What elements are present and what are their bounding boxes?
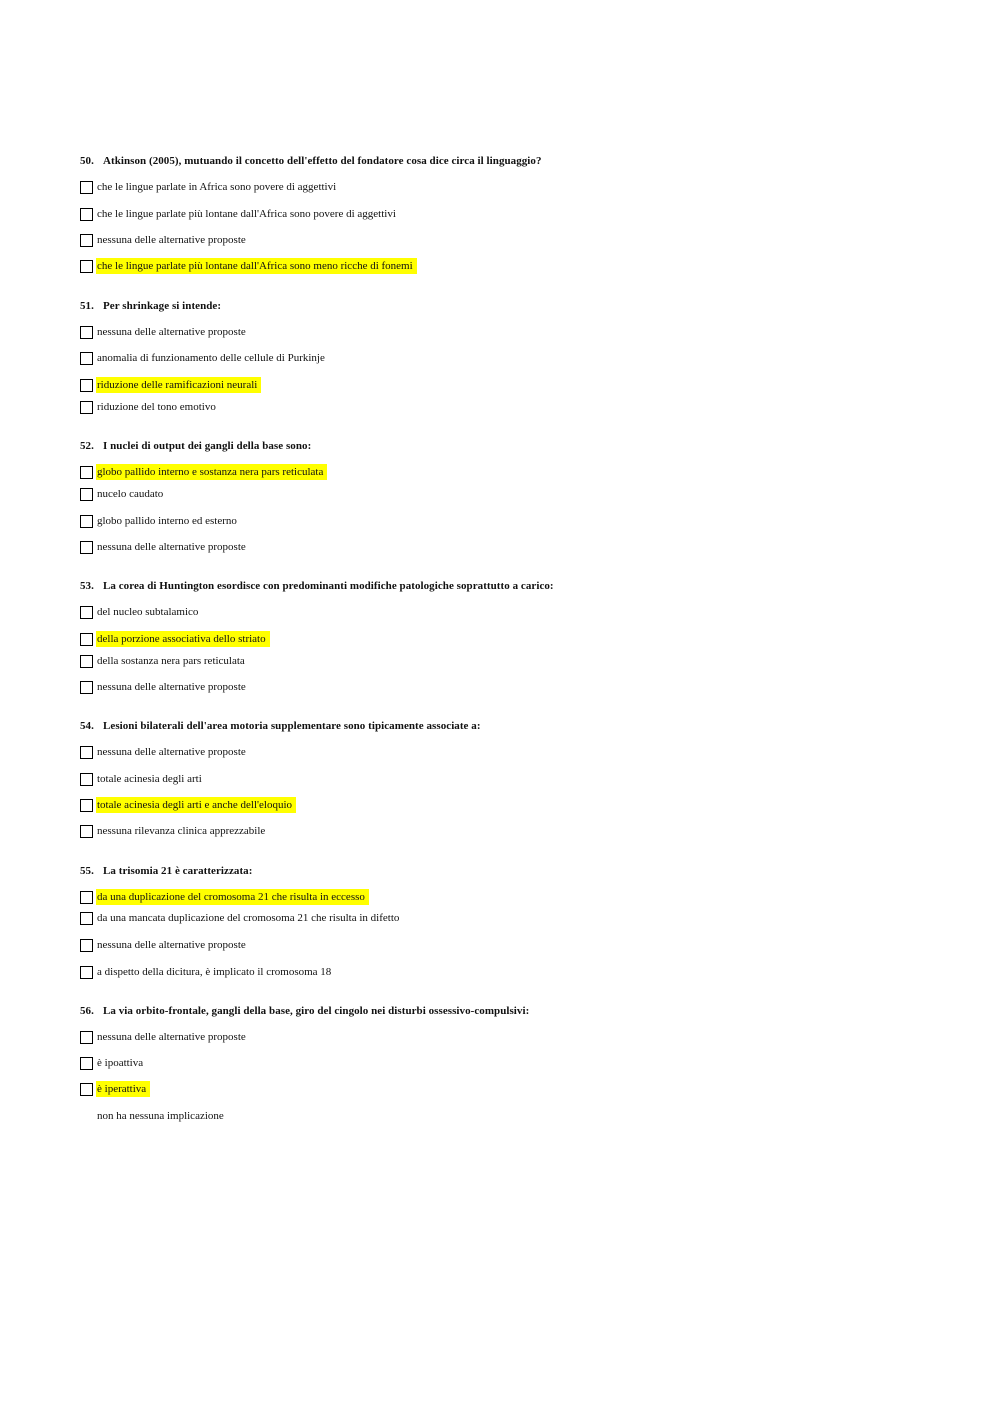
question-number: 54. — [80, 720, 94, 732]
question-56 — [80, 1005, 529, 1017]
answer-text: nessuna delle alternative proposte — [97, 681, 246, 693]
answer-checkbox[interactable] — [80, 1057, 93, 1070]
answer-option[interactable] — [80, 1029, 250, 1045]
answer-option[interactable] — [80, 964, 335, 980]
answer-text: da una mancata duplicazione del cromosoma 21 che risulta in difetto — [97, 912, 400, 924]
answer-option[interactable] — [80, 889, 369, 905]
question-text: La trisomia 21 è caratterizzata: — [103, 865, 253, 877]
answer-text: nessuna delle alternative proposte — [97, 234, 246, 246]
question-text: La via orbito-frontale, gangli della base, giro del cingolo nei disturbi ossessivo-compulsivi: — [103, 1005, 530, 1017]
answer-checkbox[interactable] — [80, 939, 93, 952]
answer-text: totale acinesia degli arti — [97, 773, 202, 785]
answer-text: che le lingue parlate in Africa sono povere di aggettivi — [97, 181, 337, 193]
answer-option[interactable] — [80, 937, 250, 953]
answer-checkbox[interactable] — [80, 966, 93, 979]
answer-text: nessuna delle alternative proposte — [97, 939, 246, 951]
question-number: 50. — [80, 155, 94, 167]
answer-option[interactable] — [80, 206, 400, 222]
answer-option[interactable] — [80, 910, 403, 926]
answer-checkbox[interactable] — [80, 655, 93, 668]
answer-text: nessuna delle alternative proposte — [97, 326, 246, 338]
answer-option[interactable] — [80, 1055, 147, 1071]
answer-text: globo pallido interno ed esterno — [97, 515, 237, 527]
answer-checkbox[interactable] — [80, 515, 93, 528]
answer-text: della sostanza nera pars reticulata — [97, 655, 245, 667]
answer-text: del nucleo subtalamico — [97, 606, 199, 618]
answer-option[interactable] — [80, 513, 241, 529]
question-text: Atkinson (2005), mutuando il concetto dell'effetto del fondatore cosa dice circa il linguaggio? — [103, 155, 542, 167]
question-text: Lesioni bilaterali dell'area motoria supplementare sono tipicamente associate a: — [103, 720, 481, 732]
answer-checkbox[interactable] — [80, 488, 93, 501]
answer-checkbox[interactable] — [80, 746, 93, 759]
answer-checkbox[interactable] — [80, 825, 93, 838]
question-50 — [80, 155, 542, 167]
answer-option[interactable] — [80, 232, 250, 248]
answer-option[interactable] — [80, 464, 327, 480]
answer-text: nessuna delle alternative proposte — [97, 1031, 246, 1043]
question-text: La corea di Huntington esordisce con predominanti modifiche patologiche soprattutto a carico: — [103, 580, 554, 592]
answer-checkbox[interactable] — [80, 891, 93, 904]
answer-checkbox[interactable] — [80, 326, 93, 339]
question-text: Per shrinkage si intende: — [103, 300, 222, 312]
answer-text-highlighted: totale acinesia degli arti e anche dell'eloquio — [96, 797, 296, 813]
question-51 — [80, 300, 221, 312]
answer-text: nessuna delle alternative proposte — [97, 746, 246, 758]
answer-checkbox[interactable] — [80, 260, 93, 273]
question-number: 52. — [80, 440, 94, 452]
answer-checkbox[interactable] — [80, 606, 93, 619]
question-52 — [80, 440, 311, 452]
answer-text: nessuna rilevanza clinica apprezzabile — [97, 825, 266, 837]
answer-checkbox[interactable] — [80, 379, 93, 392]
answer-checkbox[interactable] — [80, 681, 93, 694]
answer-checkbox[interactable] — [80, 352, 93, 365]
answer-text: che le lingue parlate più lontane dall'Africa sono povere di aggettivi — [97, 208, 396, 220]
answer-option[interactable] — [80, 399, 220, 415]
answer-option[interactable] — [80, 771, 206, 787]
answer-checkbox[interactable] — [80, 181, 93, 194]
question-text: I nuclei di output dei gangli della base sono: — [103, 440, 312, 452]
answer-text: riduzione del tono emotivo — [97, 401, 216, 413]
answer-option[interactable] — [80, 744, 250, 760]
answer-option[interactable] — [80, 823, 269, 839]
question-number: 55. — [80, 865, 94, 877]
question-number: 53. — [80, 580, 94, 592]
answer-text-highlighted: che le lingue parlate più lontane dall'Africa sono meno ricche di fonemi — [96, 258, 417, 274]
answer-checkbox[interactable] — [80, 773, 93, 786]
answer-checkbox[interactable] — [80, 912, 93, 925]
question-number: 51. — [80, 300, 94, 312]
answer-option[interactable] — [80, 653, 249, 669]
answer-text: anomalia di funzionamento delle cellule di Purkinje — [97, 352, 325, 364]
answer-checkbox[interactable] — [80, 208, 93, 221]
answer-option[interactable] — [80, 179, 340, 195]
answer-text: non ha nessuna implicazione — [97, 1110, 224, 1122]
question-55 — [80, 865, 252, 877]
answer-checkbox[interactable] — [80, 466, 93, 479]
answer-text: a dispetto della dicitura, è implicato il cromosoma 18 — [97, 966, 332, 978]
answer-checkbox[interactable] — [80, 1031, 93, 1044]
answer-option[interactable] — [80, 1081, 150, 1097]
answer-option[interactable] — [80, 631, 270, 647]
question-53 — [80, 580, 554, 592]
answer-checkbox[interactable] — [80, 541, 93, 554]
answer-checkbox[interactable] — [80, 1083, 93, 1096]
answer-text: nessuna delle alternative proposte — [97, 541, 246, 553]
answer-option[interactable] — [80, 324, 250, 340]
answer-checkbox[interactable] — [80, 633, 93, 646]
answer-option[interactable] — [80, 350, 329, 366]
answer-option[interactable] — [80, 797, 296, 813]
answer-option[interactable] — [80, 539, 250, 555]
answer-text-highlighted: della porzione associativa dello striato — [96, 631, 270, 647]
answer-text: è ipoattiva — [97, 1057, 144, 1069]
answer-option[interactable] — [80, 258, 417, 274]
answer-option[interactable] — [80, 679, 250, 695]
answer-option[interactable] — [80, 377, 261, 393]
answer-text: nucelo caudato — [97, 488, 164, 500]
answer-option[interactable] — [80, 486, 167, 502]
answer-option[interactable] — [80, 604, 202, 620]
answer-text-highlighted: è iperattiva — [96, 1081, 150, 1097]
answer-text-highlighted: riduzione delle ramificazioni neurali — [96, 377, 261, 393]
answer-checkbox[interactable] — [80, 799, 93, 812]
answer-checkbox[interactable] — [80, 401, 93, 414]
answer-checkbox[interactable] — [80, 234, 93, 247]
question-number: 56. — [80, 1005, 94, 1017]
question-54 — [80, 720, 481, 732]
answer-text-highlighted: globo pallido interno e sostanza nera pars reticulata — [96, 464, 327, 480]
answer-option — [80, 1108, 228, 1124]
answer-text-highlighted: da una duplicazione del cromosoma 21 che risulta in eccesso — [96, 889, 369, 905]
